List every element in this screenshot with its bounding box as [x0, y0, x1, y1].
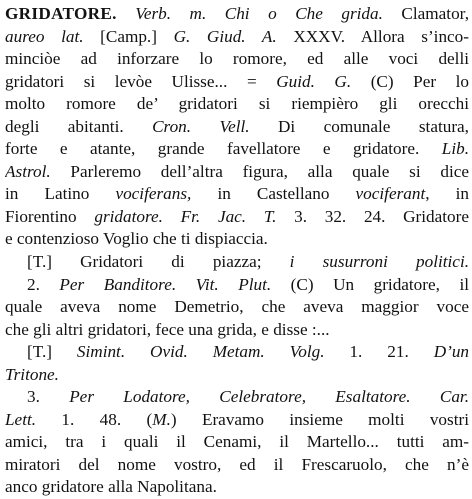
text-run: ) Eravamo insieme molti vostri	[170, 409, 469, 429]
italic-text: vociferans,	[115, 184, 192, 204]
italic-text: vociferant	[355, 184, 426, 204]
text-run	[117, 4, 136, 23]
text-run: XXXV. Allora s’inco-	[276, 26, 469, 46]
text-run: (C) Per lo	[351, 71, 469, 91]
italic-text: D’un	[433, 342, 469, 362]
text-run: [Camp.]	[83, 26, 174, 46]
italic-text: Per Lodatore, Celebratore, Esaltatore. Car.	[69, 387, 469, 407]
italic-text: gridatore. Fr. Jac. T.	[94, 206, 277, 226]
italic-text: M.	[152, 409, 171, 429]
entry-line	[5, 386, 469, 409]
italic-text: Astrol.	[5, 161, 51, 181]
italic-text: Tritone.	[5, 364, 59, 384]
text-run: 1. 48. (	[36, 409, 153, 429]
text-run: Di comunale statura,	[249, 116, 469, 136]
text-run: Clamator,	[382, 4, 469, 23]
text-run: miratori del nome vostro, ed il Frescaruolo, che n’è	[5, 454, 469, 474]
entry-line	[5, 319, 469, 342]
text-run: 2.	[27, 274, 60, 294]
text-run: quale aveva nome Demetrio, che aveva maggior voce	[5, 297, 469, 317]
entry-line	[5, 71, 469, 94]
text-run: , in	[425, 184, 469, 204]
text-run: 3.	[27, 387, 70, 407]
entry-line	[5, 454, 469, 477]
entry-line	[5, 183, 469, 206]
text-run: Fiorentino	[5, 206, 95, 226]
text-run: e contenzioso Voglio che ti dispiaccia.	[5, 229, 268, 249]
italic-text: i susurroni politici.	[289, 252, 469, 272]
entry-line	[5, 251, 469, 274]
entry-line	[5, 48, 469, 71]
text-run: Parleremo dell’altra figura, alla quale si dice	[50, 161, 469, 181]
italic-text: Simint. Ovid. Metam. Volg.	[76, 342, 325, 362]
entry-line	[5, 138, 469, 161]
headword: GRIDATORE.	[5, 4, 117, 23]
text-run: anco gridatore alla Napolitana.	[5, 477, 217, 497]
entry-line	[5, 26, 469, 49]
entry-line	[5, 476, 469, 499]
italic-text: Lib.	[441, 139, 469, 159]
entry-line	[5, 116, 469, 139]
italic-text: Verb. m. Chi o Che grida.	[135, 4, 383, 23]
entry-line	[5, 364, 469, 387]
text-run: minciòe ad inforzare lo romore, ed alle voci delli	[5, 49, 469, 69]
entry-line	[5, 3, 469, 26]
text-run: amici, tra i quali il Cenami, il Martello... tutti am-	[5, 432, 469, 452]
text-run: molto romore de’ gridatori si riempièro gli orecchi	[5, 94, 469, 114]
text-run: in Castellano	[191, 184, 356, 204]
text-run: gridatori si levòe Ulisse... =	[5, 71, 277, 91]
text-run: che gli altri gridatori, fece una grida, e disse :...	[5, 319, 330, 339]
entry-line	[5, 341, 469, 364]
italic-text: Lett.	[5, 409, 37, 429]
entry-line	[5, 431, 469, 454]
italic-text: Guid. G.	[276, 71, 352, 91]
text-run: [T.] Gridatori di piazza;	[27, 252, 290, 272]
italic-text: aureo lat.	[5, 26, 84, 46]
text-run: [T.]	[27, 342, 77, 362]
text-run: degli abitanti.	[5, 116, 153, 136]
text-run: (C) Un gridatore, il	[271, 274, 469, 294]
entry-line	[5, 161, 469, 184]
italic-text: Per Banditore. Vit. Plut.	[59, 274, 272, 294]
text-run: forte e atante, grande favellatore e gridatore.	[5, 139, 442, 159]
entry-line	[5, 228, 469, 251]
italic-text: Cron. Vell.	[152, 116, 250, 136]
italic-text: G. Giud. A.	[173, 26, 277, 46]
entry-line	[5, 93, 469, 116]
entry-line	[5, 206, 469, 229]
entry-line	[5, 296, 469, 319]
dictionary-entry	[5, 3, 469, 499]
text-run: 1. 21.	[324, 342, 434, 362]
entry-line	[5, 274, 469, 297]
entry-line	[5, 409, 469, 432]
text-run: in Latino	[5, 184, 116, 204]
text-run: 3. 32. 24. Gridatore	[276, 206, 469, 226]
